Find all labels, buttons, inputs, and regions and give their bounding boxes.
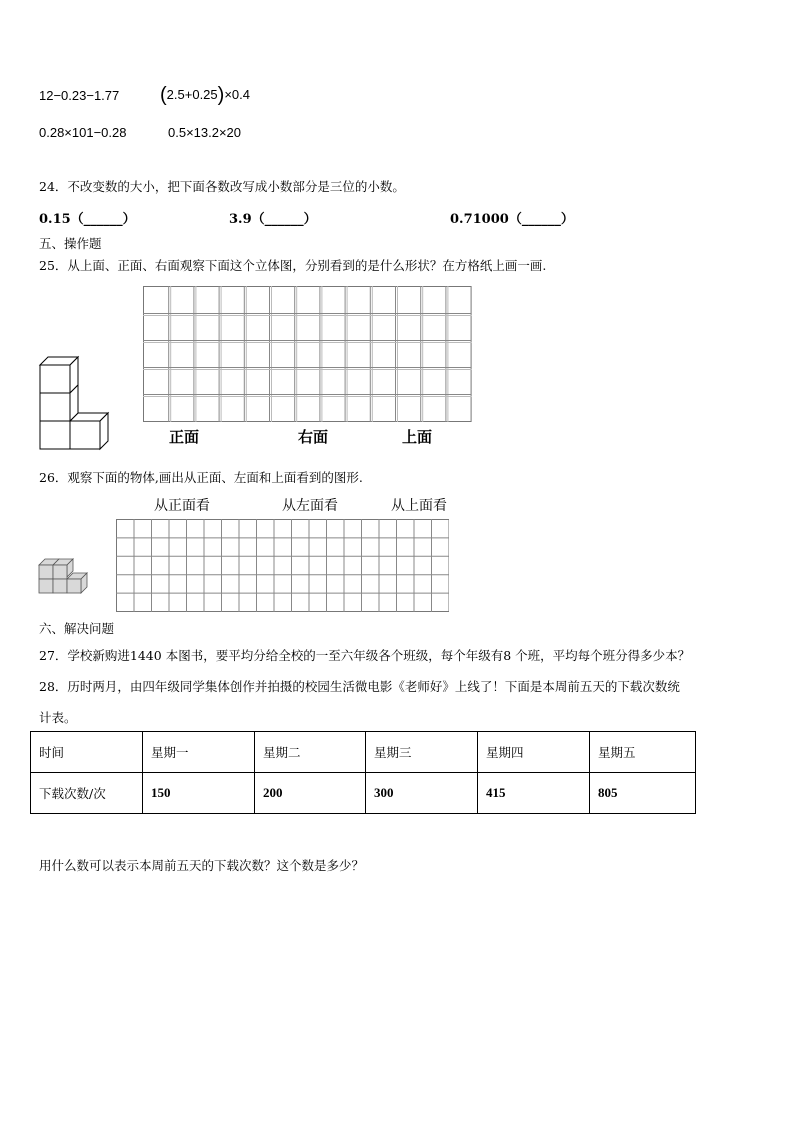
expression-1: 12−0.23−1.77 xyxy=(39,88,120,103)
q24-item-2 xyxy=(229,208,317,227)
answer-blank[interactable]: （______） xyxy=(70,212,136,227)
answer-blank[interactable]: （______） xyxy=(508,212,574,227)
table-header-cell: 星期三 xyxy=(366,732,478,773)
grid-border xyxy=(117,520,450,612)
question-28-line2: 计表。 xyxy=(39,710,77,725)
table-cell: 200 xyxy=(255,773,366,814)
q24-number: 0.15 xyxy=(39,212,71,227)
expression-4: 0.5×13.2×20 xyxy=(168,125,242,140)
table-cell: 805 xyxy=(590,773,696,814)
expression-2-inner: 2.5+0.25 xyxy=(166,87,218,102)
question-28-prompt: 用什么数可以表示本周前五天的下载次数？这个数是多少？ xyxy=(39,858,365,873)
grid-label-top: 上面 xyxy=(402,428,433,446)
table-row-label: 下载次数/次 xyxy=(31,773,143,814)
cube-object-figure-2 xyxy=(36,555,94,599)
table-header-cell: 星期四 xyxy=(478,732,590,773)
question-25: 25．从上面、正面、右面观察下面这个立体图，分别看到的是什么形状？在方格纸上画一画. xyxy=(39,258,547,273)
section-6-title: 六、解决问题 xyxy=(39,621,115,636)
table-header-cell: 时间 xyxy=(31,732,143,773)
question-24: 24．不改变数的大小，把下面各数改写成小数部分是三位的小数。 xyxy=(39,179,405,194)
q24-item-3 xyxy=(450,208,574,227)
table-header-cell: 星期二 xyxy=(255,732,366,773)
q24-number: 3.9 xyxy=(229,212,252,227)
grid-label-right: 右面 xyxy=(298,428,329,446)
left-paren: ( xyxy=(160,84,167,106)
section-5-title: 五、操作题 xyxy=(39,236,102,251)
drawing-grid-q25[interactable] xyxy=(143,286,473,423)
view-label-top: 从上面看 xyxy=(391,498,447,514)
question-28-line1: 28．历时两月，由四年级同学集体创作并拍摄的校园生活微电影《老师好》上线了！下面是本周前五天的下载次数统 xyxy=(39,679,680,694)
table-header-cell: 星期五 xyxy=(590,732,696,773)
grid-border xyxy=(144,287,472,422)
table-header-row xyxy=(31,732,696,773)
question-27: 27．学校新购进1440 本图书，要平均分给全校的一至六年级各个班级，每个年级有8 个班，平均每个班分得多少本？ xyxy=(39,648,691,663)
grid-label-front: 正面 xyxy=(169,428,200,446)
q24-item-1 xyxy=(39,208,136,227)
download-stats-table xyxy=(30,731,696,814)
answer-blank[interactable]: （______） xyxy=(251,212,317,227)
view-label-front: 从正面看 xyxy=(154,498,210,514)
right-paren: ) xyxy=(217,84,225,106)
expression-2 xyxy=(160,84,250,107)
expression-3: 0.28×101−0.28 xyxy=(39,125,127,140)
expression-2-tail: ×0.4 xyxy=(224,87,250,102)
table-row xyxy=(31,773,696,814)
q24-number: 0.71000 xyxy=(450,212,509,227)
table-cell: 150 xyxy=(143,773,255,814)
table-cell: 415 xyxy=(478,773,590,814)
drawing-grid-q26[interactable] xyxy=(116,519,449,613)
cube-stack-figure-1 xyxy=(36,354,112,452)
view-label-left: 从左面看 xyxy=(282,498,338,514)
question-26: 26．观察下面的物体,画出从正面、左面和上面看到的图形. xyxy=(39,470,363,485)
table-cell: 300 xyxy=(366,773,478,814)
table-header-cell: 星期一 xyxy=(143,732,255,773)
